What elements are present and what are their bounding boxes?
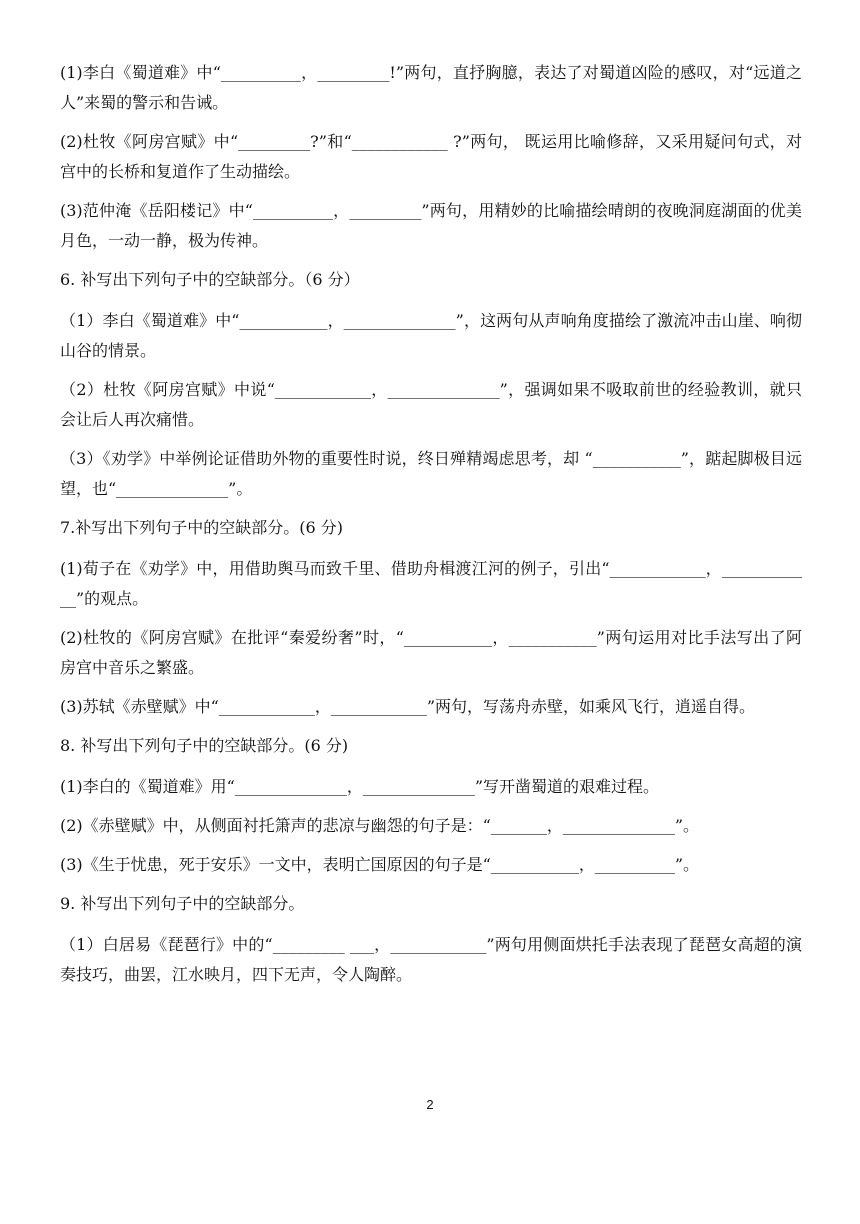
question-8-heading: 8. 补写出下列句子中的空缺部分。(6 分) bbox=[60, 736, 349, 755]
document-body bbox=[60, 58, 802, 999]
question-6-heading: 6. 补写出下列句子中的空缺部分。（6 分） bbox=[60, 270, 360, 289]
question-8-item-3: (3)《生于忧患，死于安乐》一文中，表明亡国原因的句子是“___________，__________”。 bbox=[60, 855, 700, 874]
question-5-item-1: (1)李白《蜀道难》中“__________，_________!”两句，直抒胸臆，表达了对蜀道凶险的感叹，对“远道之人”来蜀的警示和告诫。 bbox=[60, 63, 802, 112]
question-6-item-2: （2）杜牧《阿房宫赋》中说“____________，______________”，强调如果不吸取前世的经验教训，就只会让后人再次痛惜。 bbox=[60, 380, 802, 429]
question-6-item-3: （3）《劝学》中举例论证借助外物的重要性时说，终日殚精竭虑思考，却 “___________”，踮起脚极目远望，也“______________”。 bbox=[60, 449, 802, 498]
page-number: 2 bbox=[426, 1097, 434, 1112]
question-5-item-3: (3)范仲淹《岳阳楼记》中“__________，_________”两句，用精妙的比喻描绘晴朗的夜晚洞庭湖面的优美月色，一动一静，极为传神。 bbox=[60, 201, 802, 250]
question-8-item-1: (1)李白的《蜀道难》用“______________，______________”写开凿蜀道的艰难过程。 bbox=[60, 777, 660, 796]
question-6-item-1: （1）李白《蜀道难》中“___________，______________”，这两句从声响角度描绘了激流冲击山崖、响彻山谷的情景。 bbox=[60, 311, 802, 360]
question-7-item-3: (3)苏轼《赤壁赋》中“____________，____________”两句，写荡舟赤壁，如乘风飞行，逍遥自得。 bbox=[60, 697, 756, 716]
question-7-item-1: (1)荀子在《劝学》中，用借助舆马而致千里、借助舟楫渡江河的例子，引出“____________，____________”的观点。 bbox=[60, 559, 802, 608]
question-7-item-2: (2)杜牧的《阿房宫赋》在批评“秦爱纷奢”时，“___________，___________”两句运用对比手法写出了阿房宫中音乐之繁盛。 bbox=[60, 628, 802, 677]
question-5-item-2: (2)杜牧《阿房宫赋》中“_________?”和“____________ ?”两句， 既运用比喻修辞，又采用疑问句式，对宫中的长桥和复道作了生动描绘。 bbox=[60, 132, 802, 181]
question-9-item-1: （1）白居易《琵琶行》中的“_________ ___，____________”两句用侧面烘托手法表现了琵琶女高超的演奏技巧，曲罢，江水映月，四下无声，令人陶醉。 bbox=[60, 935, 802, 984]
question-8-item-2: (2)《赤壁赋》中，从侧面衬托箫声的悲凉与幽怨的句子是：“_______，______________”。 bbox=[60, 816, 700, 835]
question-7-heading: 7.补写出下列句子中的空缺部分。(6 分) bbox=[60, 518, 344, 537]
question-9-heading: 9. 补写出下列句子中的空缺部分。 bbox=[60, 894, 305, 913]
